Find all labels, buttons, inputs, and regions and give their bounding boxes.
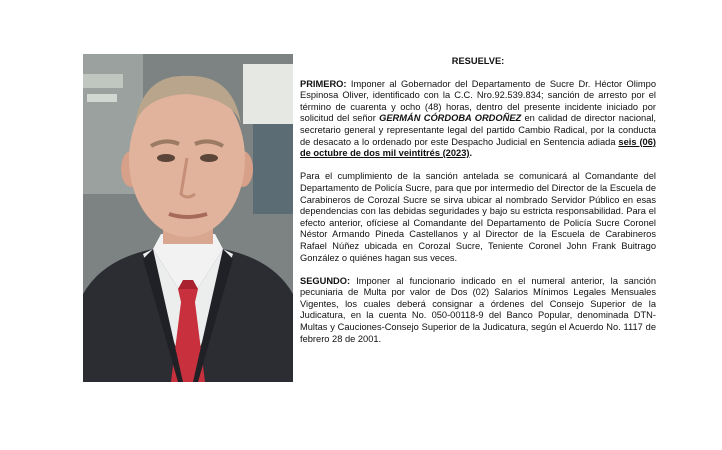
portrait-photo <box>83 54 293 382</box>
complainant-name: GERMÁN CÓRDOBA ORDOÑEZ <box>379 113 522 124</box>
cumplimiento-paragraph: Para el cumplimiento de la sanción antelada se comunicará al Comandante del Departamento de Policía Sucre, para que por intermedio del Director de la Escuela de Carabineros de Corozal Sucre se sirva ubicar al nombrado Servidor Público en esas dependencias con las debidas seguridades y bajo su estricta responsabilidad. Para el efecto anterior, ofíciese al Comandante del Departamento de Policía Sucre Coronel Néstor Armando Pineda Castellanos y al Director de la Escuela de Carabineros Rafael Núñez ubicada en Corozal Sucre, Teniente Coronel John Frank Buitrago González o quiénes hagan sus veces. <box>300 171 656 263</box>
primero-text-2: en calidad de director nacional, secretario general y representante legal del partido Cambio Radical, por la conducta de desacato a lo ordenado por este Despacho Judicial en Sentencia adiada <box>300 113 657 147</box>
segundo-label: SEGUNDO: <box>300 275 351 286</box>
resolution-text <box>300 56 656 357</box>
resuelve-heading: RESUELVE: <box>451 56 505 66</box>
portrait-illustration <box>83 54 293 382</box>
primero-text-1: Imponer al Gobernador del Departamento de Sucre Dr. Héctor Olimpo Espinosa Oliver, identificado con la C.C. Nro.92.539.834; sanción de arresto por el término de cuarenta y ocho (48) horas, dentro del presente incidente iniciado por solicitud del señor <box>300 78 656 124</box>
segundo-text: Imponer al funcionario indicado en el numeral anterior, la sanción pecuniaria de Multa por valor de Dos (02) Salarios Mínimos Legales Mensuales Vigentes, los cuales deberá consignar a órdenes del Consejo Superior de la Judicatura, en la cuenta No. 050-00118-9 del Banco Popular, denominada DTN-Multas y Cauciones-Consejo Superior de la Judicatura, según el Acuerdo No. 1117 de febrero 28 de 2001. <box>300 275 656 344</box>
judgment-date: seis (06) de octubre de dos mil veintitrés (2023) <box>300 136 656 159</box>
segundo-paragraph <box>300 276 656 346</box>
primero-end: . <box>469 148 473 159</box>
primero-label: PRIMERO: <box>300 78 347 89</box>
primero-paragraph <box>300 79 656 160</box>
